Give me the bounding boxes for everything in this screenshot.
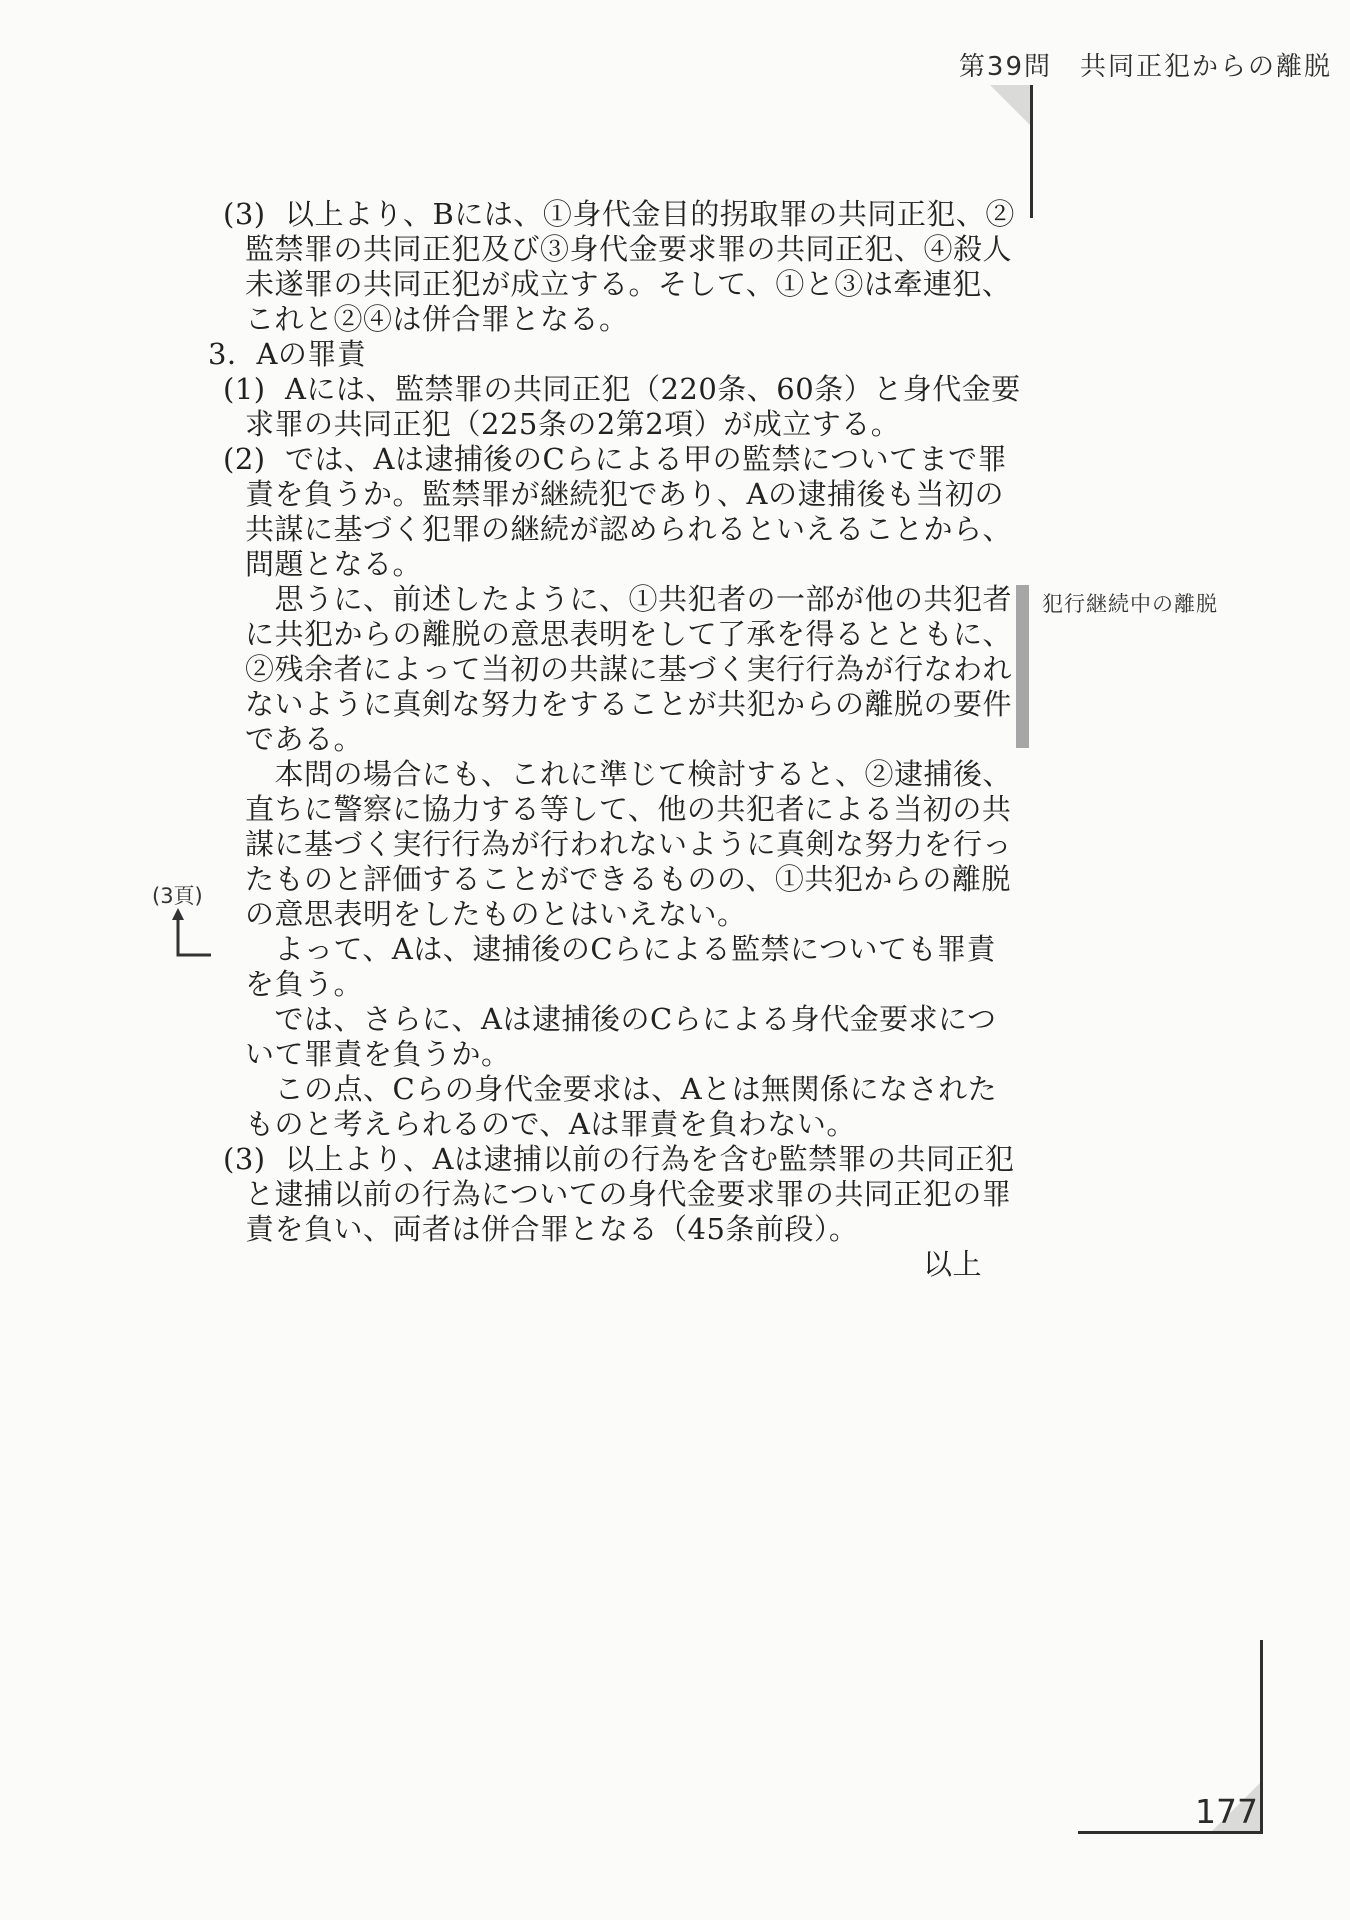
corner-rule-bottom-horizontal [1078,1831,1263,1834]
body-line: たものと評価することができるものの、①共犯からの離脱 [245,862,1011,896]
body-line: (3) 以上より、Aは逮捕以前の行為を含む監禁罪の共同正犯 [223,1142,1015,1176]
body-line: ものと考えられるので、Aは罪責を負わない。 [245,1107,856,1141]
body-line: いて罪責を負うか。 [245,1037,511,1071]
body-line: (2) では、Aは逮捕後のCらによる甲の監禁についてまで罪 [223,442,1008,476]
body-line: これと②④は併合罪となる。 [245,302,629,336]
body-line: を負う。 [245,967,364,1001]
body-line: 責を負うか。監禁罪が継続犯であり、Aの逮捕後も当初の [245,477,1004,511]
margin-note-label: 犯行継続中の離脱 [1042,592,1218,616]
section-heading: 3．Aの罪責 [208,337,367,371]
body-line: 思うに、前述したように、①共犯者の一部が他の共犯者 [245,582,1013,616]
body-line: 未遂罪の共同正犯が成立する。そして、①と③は牽連犯、 [245,267,1012,301]
page-reference-label: (3頁) [152,884,203,908]
body-line: に共犯からの離脱の意思表明をして了承を得るとともに、 [245,617,1013,651]
body-line: 謀に基づく実行行為が行われないように真剣な努力を行っ [245,827,1013,861]
body-line: ②残余者によって当初の共謀に基づく実行行為が行なわれ [245,652,1013,686]
body-line: 監禁罪の共同正犯及び③身代金要求罪の共同正犯、④殺人 [245,232,1013,266]
body-line: この点、Cらの身代金要求は、Aとは無関係になされた [245,1072,998,1106]
page-reference-arrow-icon [162,906,214,958]
body-line: と逮捕以前の行為についての身代金要求罪の共同正犯の罪 [245,1177,1012,1211]
body-line: 責を負い、両者は併合罪となる（45条前段）。 [245,1212,859,1246]
page-number: 177 [1195,1792,1258,1831]
body-line: 問題となる。 [245,547,423,581]
closing-mark: 以上 [922,1247,982,1281]
body-line: 本問の場合にも、これに準じて検討すると、②逮捕後、 [245,757,1013,791]
body-text [0,197,1350,1282]
body-line: ないように真剣な努力をすることが共犯からの離脱の要件 [245,687,1013,721]
body-line: の意思表明をしたものとはいえない。 [245,897,747,931]
body-line: よって、Aは、逮捕後のCらによる監禁についても罪責 [245,932,996,966]
body-line: 直ちに警察に協力する等して、他の共犯者による当初の共 [245,792,1012,826]
body-line: である。 [245,722,364,756]
page-title: 第39問 共同正犯からの離脱 [958,52,1332,82]
body-line: (3) 以上より、Bには、①身代金目的拐取罪の共同正犯、② [223,197,1015,231]
corner-rule-bottom-vertical [1260,1640,1263,1834]
body-line: (1) Aには、監禁罪の共同正犯（220条、60条）と身代金要 [223,372,1021,406]
margin-note-bar [1016,585,1029,748]
body-line: 求罪の共同正犯（225条の2第2項）が成立する。 [245,407,901,441]
body-line: 共謀に基づく犯罪の継続が認められるといえることから、 [245,512,1013,546]
corner-fold-top-icon [990,85,1032,127]
body-line: では、さらに、Aは逮捕後のCらによる身代金要求につ [245,1002,997,1036]
